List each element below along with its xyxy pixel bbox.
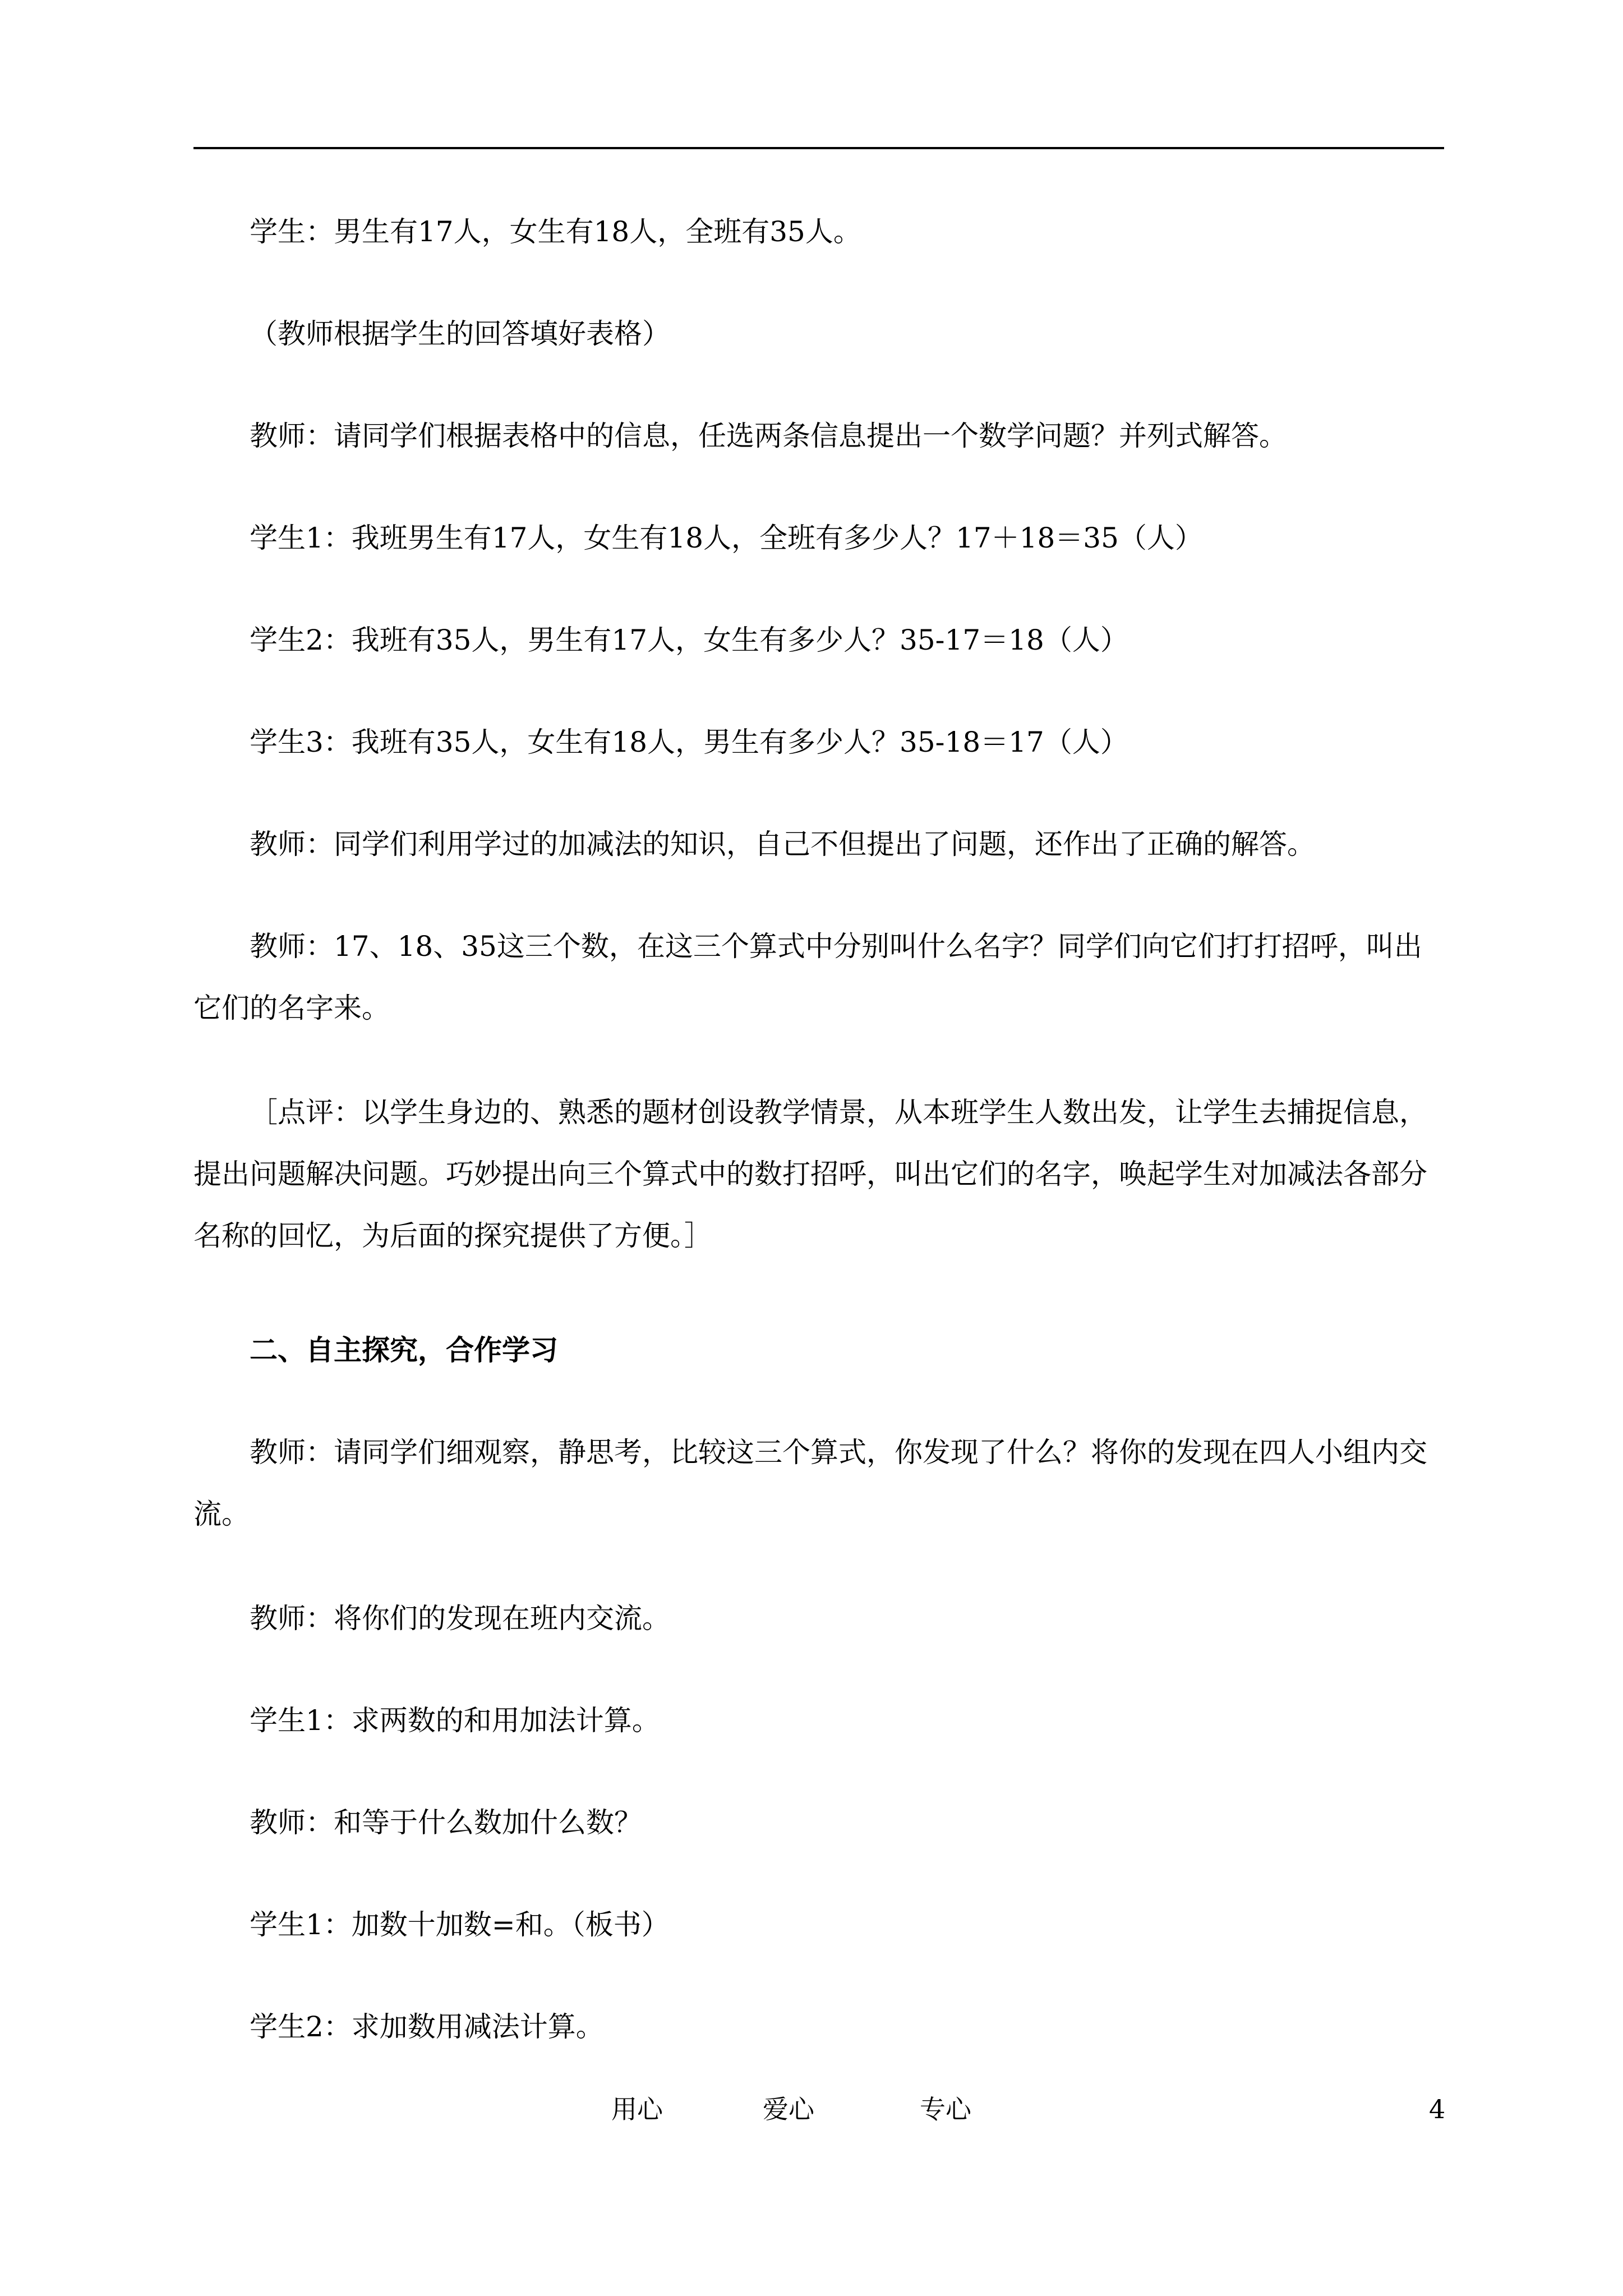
footer-motto-3: 专心 bbox=[920, 2094, 971, 2124]
paragraph-student1-addition: 学生1：我班男生有17人，女生有18人，全班有多少人？17＋18＝35（人） bbox=[250, 522, 1203, 554]
paragraph-comment: ［点评：以学生身边的、熟悉的题材创设教学情景，从本班学生人数出发，让学生去捕捉信息，提出问题解决问题。巧妙提出向三个算式中的数打招呼，叫出它们的名字，唤起学生对加减法各部分名称的回忆，为后面的探究提供了方便。］ bbox=[193, 1096, 1427, 1252]
paragraph-student1-sum: 学生1：求两数的和用加法计算。 bbox=[250, 1704, 660, 1737]
section-heading: 二、自主探究，合作学习 bbox=[250, 1333, 558, 1366]
paragraph-student2-addend: 学生2：求加数用减法计算。 bbox=[250, 2010, 604, 2043]
footer-motto-1: 用心 bbox=[611, 2094, 663, 2124]
paragraph-student3-subtraction: 学生3：我班有35人，女生有18人，男生有多少人？35-18＝17（人） bbox=[250, 726, 1128, 758]
page-number: 4 bbox=[1429, 2094, 1446, 2124]
paragraph-student1-formula: 学生1：加数十加数=和。（板书） bbox=[250, 1908, 670, 1941]
paragraph-teacher-names: 教师：17、18、35这三个数，在这三个算式中分别叫什么名字？同学们向它们打打招呼，叫出它们的名字来。 bbox=[193, 930, 1422, 1024]
paragraph-teacher-observe: 教师：请同学们细观察，静思考，比较这三个算式，你发现了什么？将你的发现在四人小组内交流。 bbox=[193, 1436, 1427, 1530]
paragraph-student2-subtraction: 学生2：我班有35人，男生有17人，女生有多少人？35-17＝18（人） bbox=[250, 624, 1128, 656]
paragraph-teacher-question: 教师：请同学们根据表格中的信息，任选两条信息提出一个数学问题？并列式解答。 bbox=[250, 420, 1287, 452]
paragraph-student-answer: 学生：男生有17人，女生有18人，全班有35人。 bbox=[250, 215, 861, 248]
paragraph-teacher-praise: 教师：同学们利用学过的加减法的知识，自己不但提出了问题，还作出了正确的解答。 bbox=[250, 828, 1315, 861]
footer-motto-2: 爱心 bbox=[763, 2094, 814, 2124]
paragraph-teacher-share: 教师：将你们的发现在班内交流。 bbox=[250, 1602, 670, 1635]
paragraph-teacher-sum-question: 教师：和等于什么数加什么数？ bbox=[250, 1806, 642, 1839]
header-rule bbox=[193, 147, 1444, 149]
paragraph-teacher-note: （教师根据学生的回答填好表格） bbox=[250, 318, 670, 350]
